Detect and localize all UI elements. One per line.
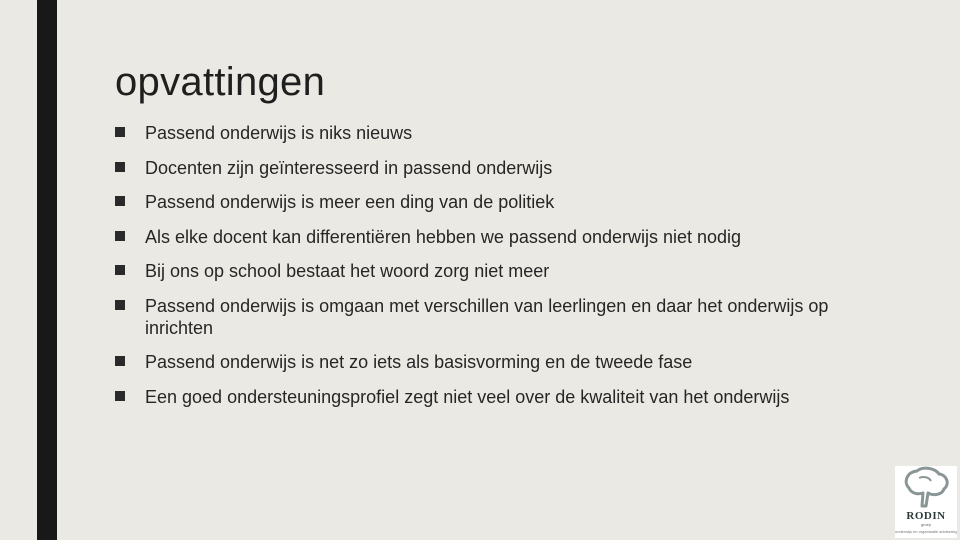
bullet-item (115, 295, 835, 339)
bullet-text: Bij ons op school bestaat het woord zorg niet meer (145, 261, 550, 281)
bullet-item (115, 191, 835, 213)
square-bullet-icon (115, 265, 125, 275)
left-accent-bar (37, 0, 57, 540)
square-bullet-icon (115, 127, 125, 137)
bullet-text: Passend onderwijs is meer een ding van de politiek (145, 192, 555, 212)
rodin-logo (895, 466, 957, 538)
bullet-text: Passend onderwijs is net zo iets als basisvorming en de tweede fase (145, 352, 693, 372)
square-bullet-icon (115, 231, 125, 241)
logo-tagline: onderwijs en organisatie advisering (895, 529, 957, 534)
bullet-text: Passend onderwijs is niks nieuws (145, 123, 413, 143)
bullet-item (115, 386, 835, 408)
square-bullet-icon (115, 356, 125, 366)
bullet-text: Een goed ondersteuningsprofiel zegt niet veel over de kwaliteit van het onderwijs (145, 386, 790, 407)
slide-title: opvattingen (115, 60, 326, 104)
bullet-item (115, 122, 835, 144)
bullet-item (115, 226, 835, 248)
logo-name: RODIN (906, 510, 946, 522)
bullet-item (115, 260, 835, 282)
square-bullet-icon (115, 300, 125, 310)
bullet-text: Passend onderwijs is omgaan met verschillen van leerlingen en daar het onderwijs op inrichten (145, 295, 829, 338)
logo-subtitle: groep (920, 522, 932, 527)
bullet-item (115, 351, 835, 373)
tree-icon (895, 466, 957, 512)
bullet-item (115, 157, 835, 179)
bullet-text: Als elke docent kan differentiëren hebben we passend onderwijs niet nodig (145, 226, 742, 247)
bullet-text: Docenten zijn geïnteresseerd in passend onderwijs (145, 157, 553, 178)
bullet-list (115, 122, 835, 420)
square-bullet-icon (115, 196, 125, 206)
square-bullet-icon (115, 162, 125, 172)
square-bullet-icon (115, 391, 125, 401)
